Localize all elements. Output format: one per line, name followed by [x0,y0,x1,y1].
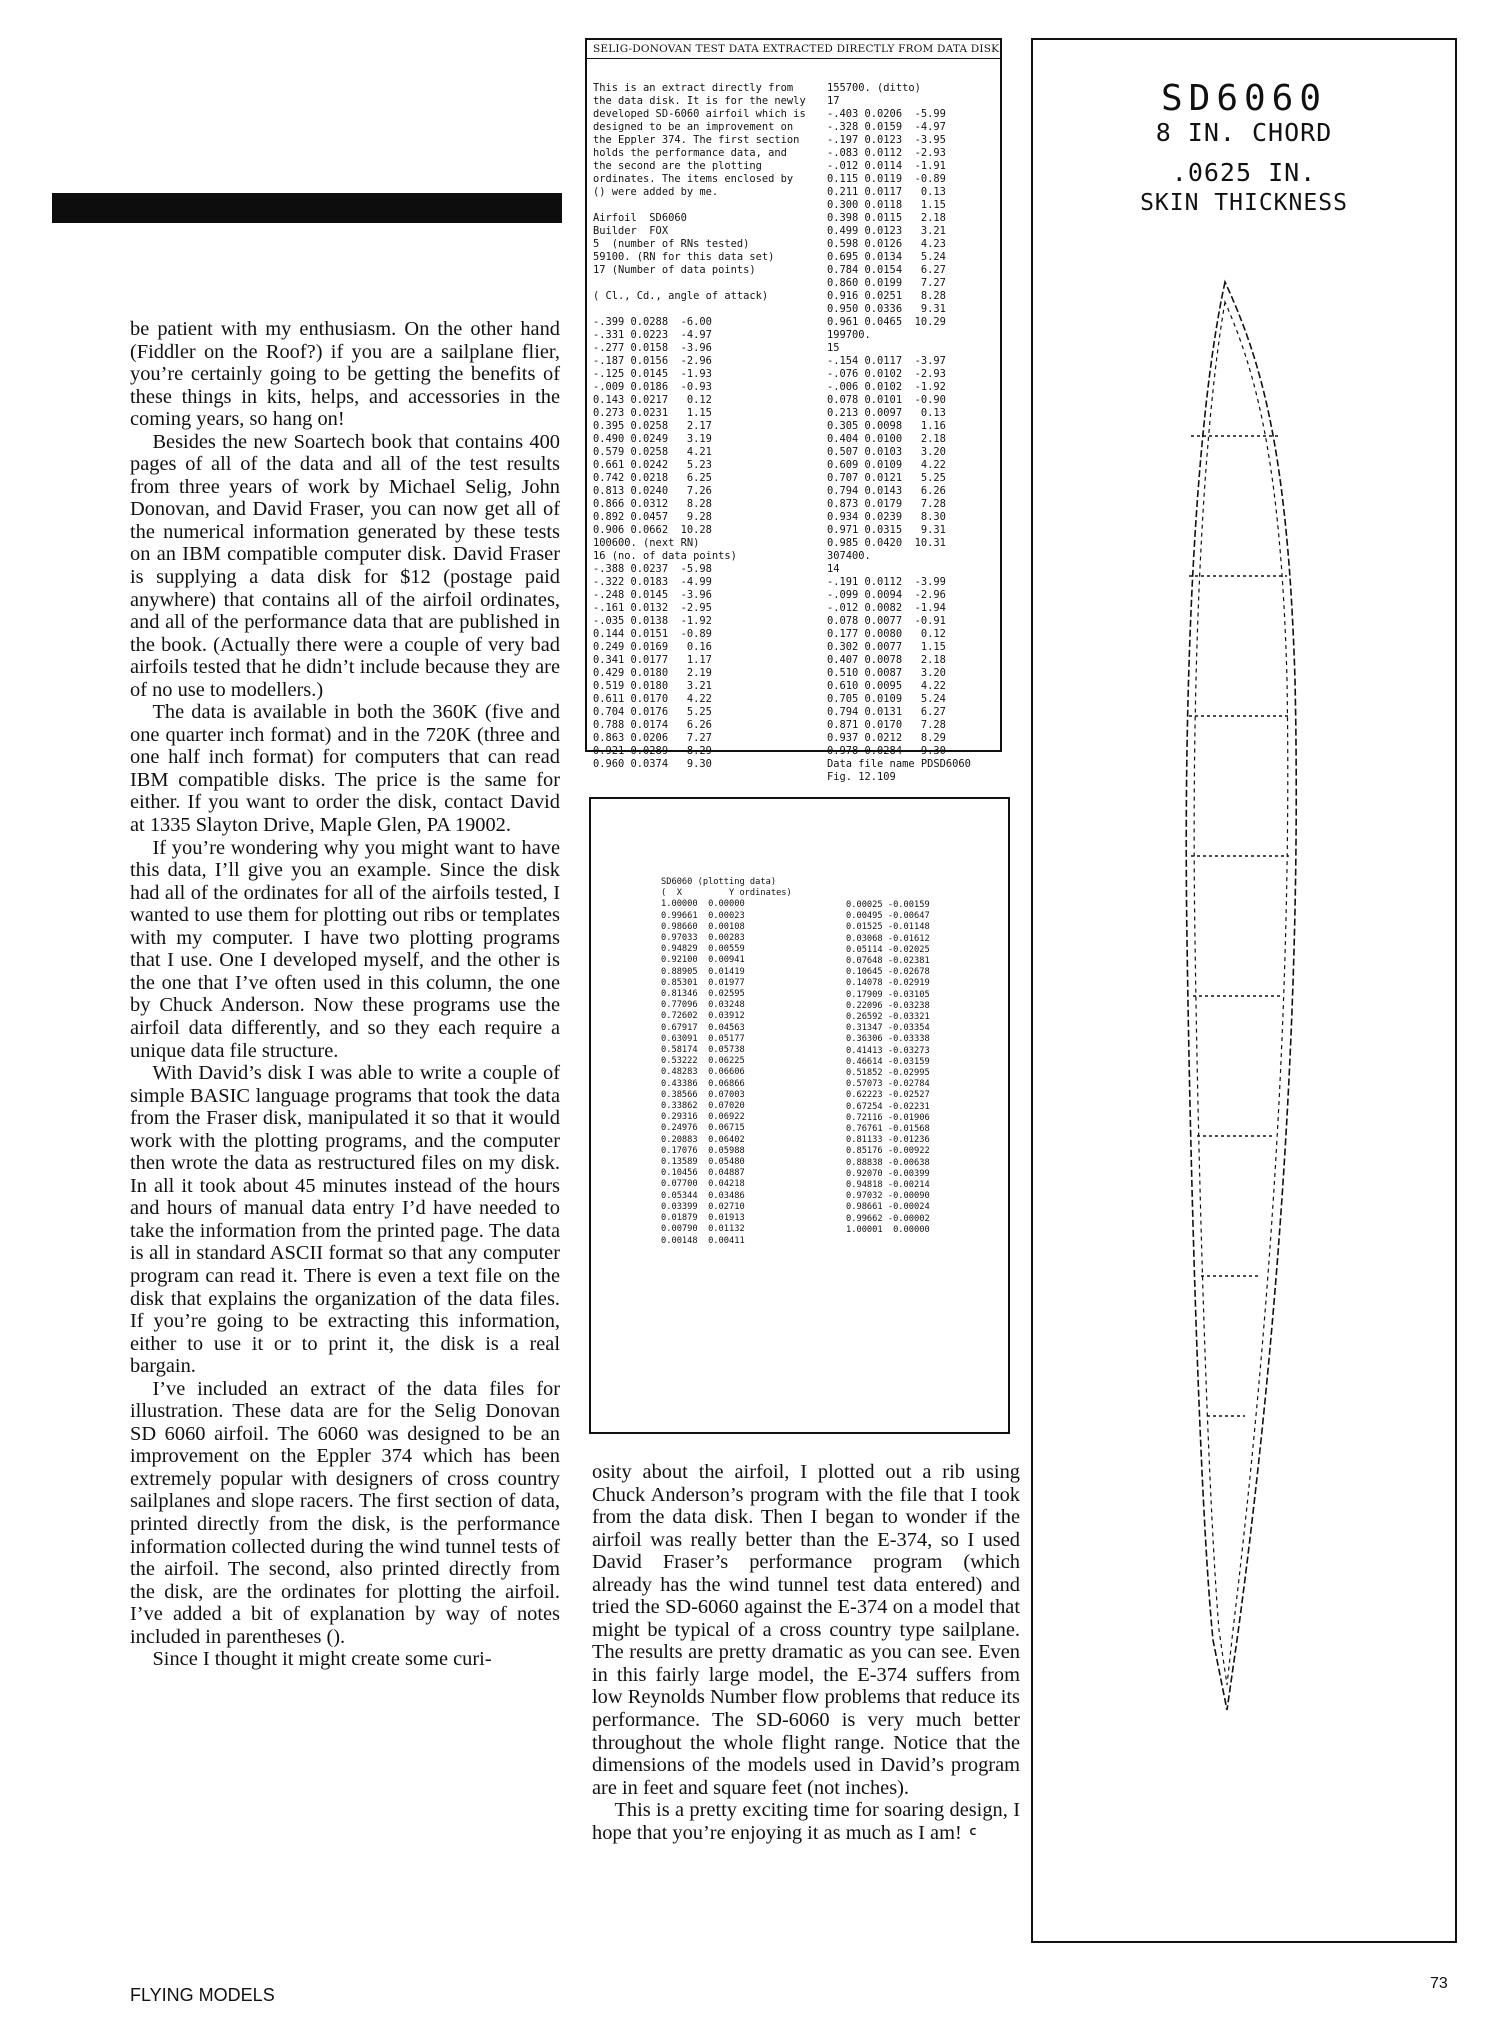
airfoil-rib-drawing [1033,40,1459,1945]
header-black-bar [52,193,562,223]
rib-skin-value: .0625 IN. [1171,158,1317,187]
data-box-rule [587,58,1000,59]
performance-data-col1: This is an extract directly from the data disk. It is for the newly developed SD-6060 airfoil which is designed to be an improvement on the Eppler 374. The first section holds the performance data, and the second are the plotting ordinates. The items enclosed by () were added by me. Airfoil SD6060 Builder FOX 5 (number of RNs tested) 59100. (RN for this data set) 17 (Number of data points) ( Cl., Cd., angle of attack) -.399 0.0288 -6.00 -.331 0.0223 -4.97 -.277 0.0158 -3.96 -.187 0.0156 -2.96 -.125 0.0145 -1.93 -.009 0.0186 -0.93 0.143 0.0217 0.12 0.273 0.0231 1.15 0.395 0.0258 2.17 0.490 0.0249 3.19 0.579 0.0258 4.21 0.661 0.0242 5.23 0.742 0.0218 6.25 0.813 0.0240 7.26 0.866 0.0312 8.28 0.892 0.0457 9.28 0.906 0.0662 10.28 100600. (next RN) 16 (no. of data points) -.388 0.0237 -5.98 -.322 0.0183 -4.99 -.248 0.0145 -3.96 -.161 0.0132 -2.95 -.035 0.0138 -1.92 0.144 0.0151 -0.89 0.249 0.0169 0.16 0.341 0.0177 1.17 0.429 0.0180 2.19 0.519 0.0180 3.21 0.611 0.0170 4.22 0.704 0.0176 5.25 0.788 0.0174 6.26 0.863 0.0206 7.27 0.921 0.0289 8.29 0.960 0.0374 9.30 [593,82,806,770]
ordinates-col2: 0.00025 -0.00159 0.00495 -0.00647 0.01525 -0.01148 0.03068 -0.01612 0.05114 -0.02025 0.07648 -0.02381 0.10645 -0.02678 0.14078 -0.02919 0.17909 -0.03105 0.22096 -0.03238 0.26592 -0.03321 0.31347 -0.03354 0.36306 -0.03338 0.41413 -0.03273 0.46614 -0.03159 0.51852 -0.02995 0.57073 -0.02784 0.62223 -0.02527 0.67254 -0.02231 0.72116 -0.01906 0.76761 -0.01568 0.81133 -0.01236 0.85176 -0.00922 0.88838 -0.00638 0.92070 -0.00399 0.94818 -0.00214 0.97032 -0.00090 0.98661 -0.00024 0.99662 -0.00002 1.00001 0.00000 [846,900,930,1235]
article-column-left [130,318,560,1671]
data-box-title: SELIG-DONOVAN TEST DATA EXTRACTED DIRECTLY FROM DATA DISK [593,43,1000,55]
rib-inner-outline [1194,302,1288,1685]
rib-skin-label: SKIN THICKNESS [1140,190,1348,216]
article-paragraph: Besides the new Soartech book that contains 400 pages of all of the data and all of the test results from three years of work by Michael Selig, John Donovan, and David Fraser, you can now get all of the numerical information generated by these tests on an IBM compatible computer disk. David Fraser is supplying a data disk for $12 (postage paid anywhere) that contains all of the airfoil ordinates, and all of the performance data that are published in the book. (Actually there were a couple of very bad airfoils tested that he didn’t include because they are of no use to modellers.) [130,430,560,701]
article-paragraph: osity about the airfoil, I plotted out a rib using Chuck Anderson’s program with the file that I took from the data disk. Then I began to wonder if the airfoil was really better than the E-374, so I used David Fraser’s performance program (which already has the wind tunnel test data entered) and tried the SD-6060 against the E-374 on a model that might be typical of a cross country type sailplane. The results are pretty dramatic as you can see. Even in this fairly large model, the E-374 suffers from low Reynolds Number flow problems that reduce its performance. The SD-6060 is very much better throughout the whole flight range. Notice that the dimensions of the models used in David’s program are in feet and square feet (not inches). [592,1461,1020,1799]
end-mark-icon: ꟲ [969,1824,976,1843]
rib-plot-box [1031,38,1457,1943]
article-paragraph: If you’re wondering why you might want to have this data, I’ll give you an example. Since the disk had all of the ordinates for all of the airfoils tested, I wanted to use them for plotting out ribs or templates with my computer. I have two plotting programs that I use. One I developed myself, and the other is the one that I’ve often used in this column, the one by Chuck Anderson. Now these programs use the airfoil data differently, and so they each require a unique data file structure. [130,836,560,1062]
ordinates-col1: SD6060 (plotting data) ( X Y ordinates) 1.00000 0.00000 0.99661 0.00023 0.98660 0.00108 0.97033 0.00283 0.94829 0.00559 0.92100 0.00941 0.88905 0.01419 0.85301 0.01977 0.81346 0.02595 0.77096 0.03248 0.72602 0.03912 0.67917 0.04563 0.63091 0.05177 0.58174 0.05738 0.53222 0.06225 0.48283 0.06606 0.43386 0.06866 0.38566 0.07003 0.33862 0.07020 0.29316 0.06922 0.24976 0.06715 0.20883 0.06402 0.17076 0.05988 0.13589 0.05480 0.10456 0.04887 0.07700 0.04218 0.05344 0.03486 0.03399 0.02710 0.01879 0.01913 0.00790 0.01132 0.00148 0.00411 [661,877,792,1246]
article-paragraph: I’ve included an extract of the data files for illustration. These data are for the Selig Donovan SD 6060 airfoil. The 6060 was designed to be an improvement on the Eppler 374 which has been extremely popular with designers of cross country sailplanes and slope racers. The first section of data, printed directly from the disk, is the performance information collected during the wind tunnel tests of the airfoil. The second, also printed directly from the disk, are the ordinates for plotting the airfoil. I’ve added a bit of explanation by way of notes included in parentheses (). [130,1377,560,1648]
rib-chord-label: 8 IN. CHORD [1155,118,1333,147]
rib-stations [1189,436,1290,1416]
article-paragraph [592,1799,1020,1845]
article-paragraph: be patient with my enthusiasm. On the other hand (Fiddler on the Roof?) if you are a sailplane flier, you’re certainly going to be getting the benefits of these things in kits, helps, and accessories in the coming years, so hang on! [130,318,560,431]
article-paragraph: The data is available in both the 360K (five and one quarter inch format) and in the 720K (three and one half inch format) for computers that can read IBM compatible disks. The price is the same for either. If you want to order the disk, contact David at 1335 Slayton Drive, Maple Glen, PA 19002. [130,701,560,837]
performance-data-col2: 155700. (ditto) 17 -.403 0.0206 -5.99 -.328 0.0159 -4.97 -.197 0.0123 -3.95 -.083 0.0112 -2.93 -.012 0.0114 -1.91 0.115 0.0119 -0.89 0.211 0.0117 0.13 0.300 0.0118 1.15 0.398 0.0115 2.18 0.499 0.0123 3.21 0.598 0.0126 4.23 0.695 0.0134 5.24 0.784 0.0154 6.27 0.860 0.0199 7.27 0.916 0.0251 8.28 0.950 0.0336 9.31 0.961 0.0465 10.29 199700. 15 -.154 0.0117 -3.97 -.076 0.0102 -2.93 -.006 0.0102 -1.92 0.078 0.0101 -0.90 0.213 0.0097 0.13 0.305 0.0098 1.16 0.404 0.0100 2.18 0.507 0.0103 3.20 0.609 0.0109 4.22 0.707 0.0121 5.25 0.794 0.0143 6.26 0.873 0.0179 7.28 0.934 0.0239 8.30 0.971 0.0315 9.31 0.985 0.0420 10.31 307400. 14 -.191 0.0112 -3.99 -.099 0.0094 -2.96 -.012 0.0082 -1.94 0.078 0.0077 -0.91 0.177 0.0080 0.12 0.302 0.0077 1.15 0.407 0.0078 2.18 0.510 0.0087 3.20 0.610 0.0095 4.22 0.705 0.0109 5.24 0.794 0.0131 6.27 0.871 0.0170 7.28 0.937 0.0212 8.29 0.978 0.0284 9.30 Data file name PDSD6060 Fig. 12.109 [827,82,971,783]
article-paragraph: Since I thought it might create some curi- [152,1648,492,1671]
footer-magazine-name: FLYING MODELS [130,1985,275,2005]
ordinates-box [589,797,1010,1434]
footer-page-number: 73 [1430,1975,1448,1992]
article-paragraph: With David’s disk I was able to write a couple of simple BASIC language programs that took the data from the Fraser disk, manipulated it so that it would work with the plotting programs, and the computer then wrote the data as restructured files on my disk. In all it took about 45 minutes instead of the hours and hours of manual data entry I’d have needed to take the information from the printed page. The data is all in standard ASCII format so that any computer program can read it. There is even a text file on the disk that explains the organization of the data files. If you’re going to be extracting this information, either to use it or to print it, the disk is a real bargain. [130,1062,560,1378]
article-column-middle [592,1461,1020,1845]
data-extract-box [585,38,1002,783]
closing-text: This is a pretty exciting time for soaring design, I hope that you’re enjoying it as much as I am! [592,1799,1020,1844]
rib-plot-title: SD6060 [1160,78,1328,119]
